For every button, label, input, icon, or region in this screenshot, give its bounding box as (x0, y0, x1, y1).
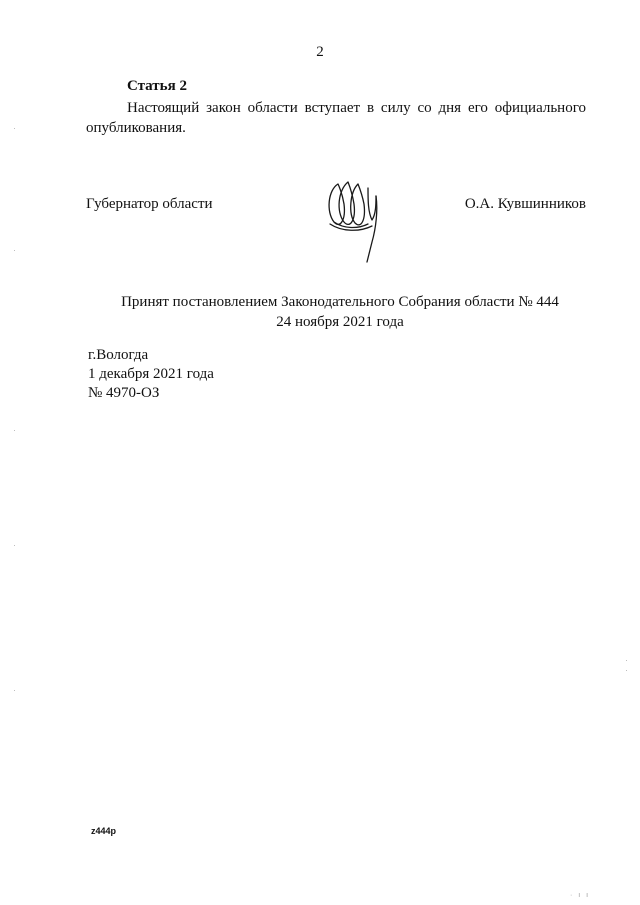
scan-artifact (14, 690, 15, 691)
scan-artifact (14, 128, 15, 129)
city: г.Вологда (88, 347, 149, 363)
article-heading: Статья 2 (127, 78, 187, 94)
scan-corner-marks: · ı ı (570, 892, 591, 899)
adoption-note (0, 292, 640, 332)
signing-date: 1 декабря 2021 года (88, 366, 214, 382)
document-code: z444р (91, 826, 117, 836)
scan-artifact (626, 660, 627, 661)
page-number: 2 (316, 44, 324, 60)
signature-block (86, 174, 586, 264)
law-number: № 4970-ОЗ (88, 385, 160, 401)
scan-artifact (626, 670, 627, 671)
place-date-block (88, 346, 214, 403)
adoption-date: 24 ноября 2021 года (276, 314, 404, 330)
governor-name: О.А. Кувшинников (464, 196, 586, 212)
adoption-line: Принят постановлением Законодательного Собрания области № 444 (121, 294, 559, 310)
governor-title: Губернатор области (86, 196, 213, 212)
scan-artifact (14, 545, 15, 546)
handwritten-signature (324, 174, 396, 264)
article-text: Настоящий закон области вступает в силу со дня его официального опубликования. (86, 100, 586, 136)
scan-artifact (14, 250, 15, 251)
scan-artifact (14, 430, 15, 431)
